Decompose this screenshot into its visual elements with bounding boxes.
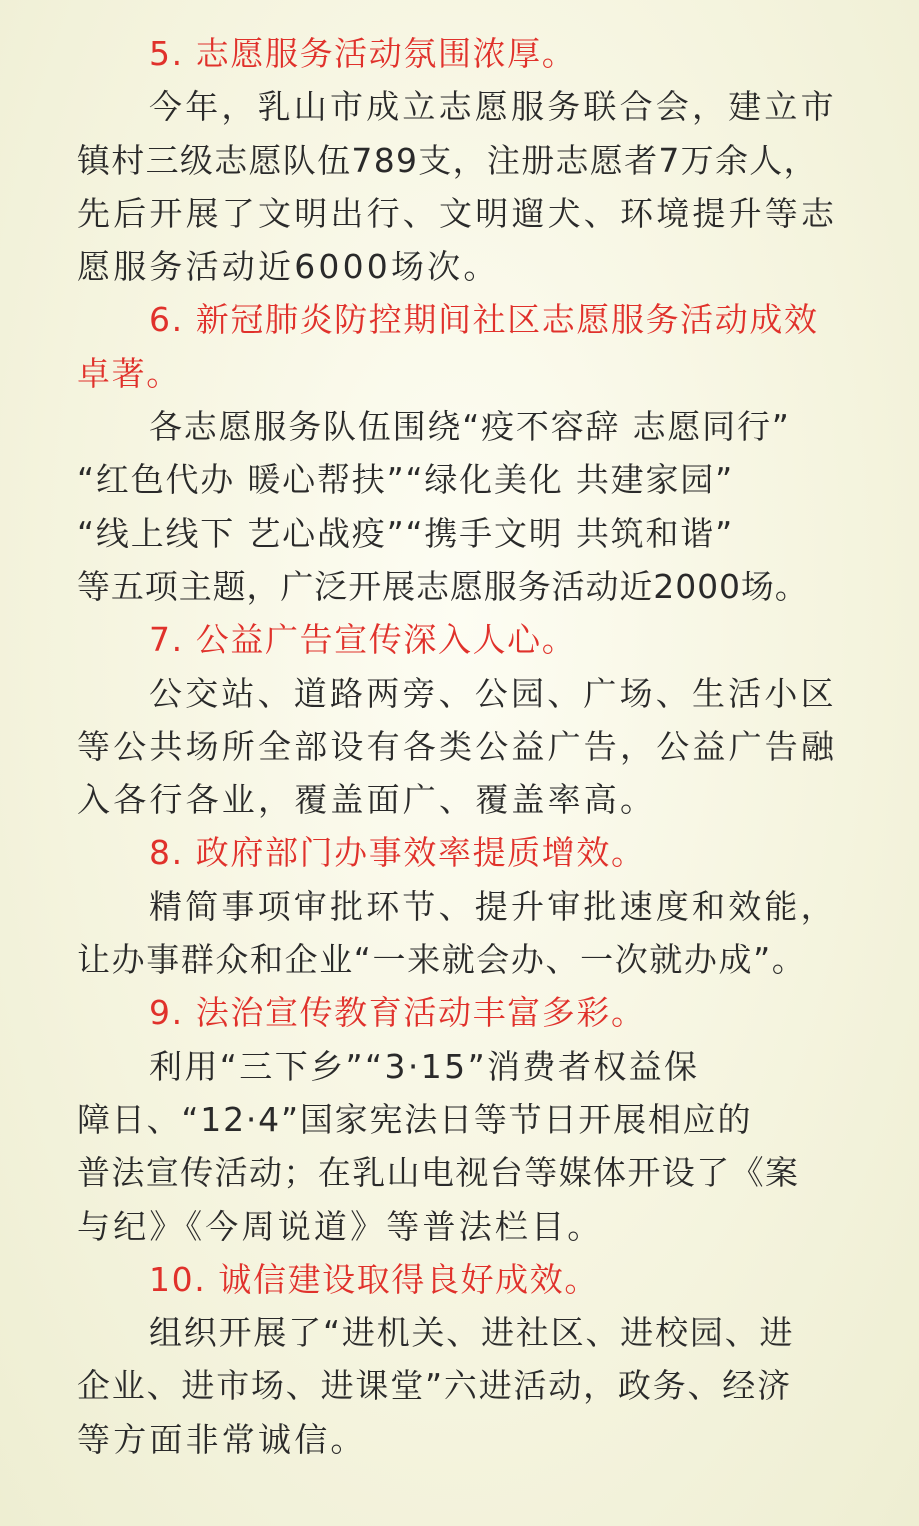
text-line: 入各行各业，覆盖面广、覆盖率高。 [77, 780, 657, 820]
text-line: 等五项主题，广泛开展志愿服务活动近2000场。 [77, 566, 809, 606]
text-line: 先后开展了文明出行、文明遛犬、环境提升等志 [77, 193, 838, 233]
text-line: 让办事群众和企业“一来就会办、一次就办成”。 [77, 940, 807, 980]
section-heading-5: 5. 志愿服务活动氛围浓厚。 [149, 34, 577, 73]
heading-line: 6. 新冠肺炎防控期间社区志愿服务活动成效 [149, 300, 819, 340]
text-line: 组织开展了“进机关、进社区、进校园、进 [149, 1313, 795, 1353]
text-line: 障日、“12·4”国家宪法日等节日开展相应的 [77, 1099, 753, 1139]
text-line: 精简事项审批环节、提升审批速度和效能， [149, 886, 837, 926]
section-heading-9: 9. 法治宣传教育活动丰富多彩。 [149, 993, 646, 1033]
text-line: 普法宣传活动；在乳山电视台等媒体开设了《案 [77, 1153, 800, 1193]
text-line: 今年，乳山市成立志愿服务联合会，建立市 [149, 87, 837, 127]
section-body-9 [77, 1040, 859, 1253]
text-line: 等公共场所全部设有各类公益广告，公益广告融 [77, 726, 838, 766]
text-line: “线上线下 艺心战疫”“携手文明 共筑和谐” [77, 513, 734, 553]
text-line: 各志愿服务队伍围绕“疫不容辞 志愿同行” [149, 407, 791, 447]
text-line: 镇村三级志愿队伍789支，注册志愿者7万余人， [77, 140, 818, 180]
section-heading-10: 10. 诚信建设取得良好成效。 [149, 1259, 599, 1299]
text-line: “红色代办 暖心帮扶”“绿化美化 共建家园” [77, 460, 734, 500]
section-heading-6 [77, 293, 859, 400]
section-body-8 [77, 880, 859, 987]
section-heading-8: 8. 政府部门办事效率提质增效。 [149, 833, 646, 873]
heading-line: 卓著。 [77, 353, 181, 393]
text-line: 公交站、道路两旁、公园、广场、生活小区 [149, 673, 837, 713]
section-body-6 [77, 400, 859, 613]
section-body-5 [77, 80, 859, 293]
text-line: 等方面非常诚信。 [77, 1419, 367, 1459]
text-line: 愿服务活动近6000场次。 [77, 247, 500, 287]
text-line: 利用“三下乡”“3·15”消费者权益保 [149, 1046, 700, 1086]
section-heading-7: 7. 公益广告宣传深入人心。 [149, 620, 577, 660]
text-line: 企业、进市场、进课堂”六进活动，政务、经济 [77, 1366, 792, 1406]
text-line: 与纪》《今周说道》等普法栏目。 [77, 1206, 604, 1246]
section-body-10 [77, 1306, 859, 1466]
section-body-7 [77, 667, 859, 827]
